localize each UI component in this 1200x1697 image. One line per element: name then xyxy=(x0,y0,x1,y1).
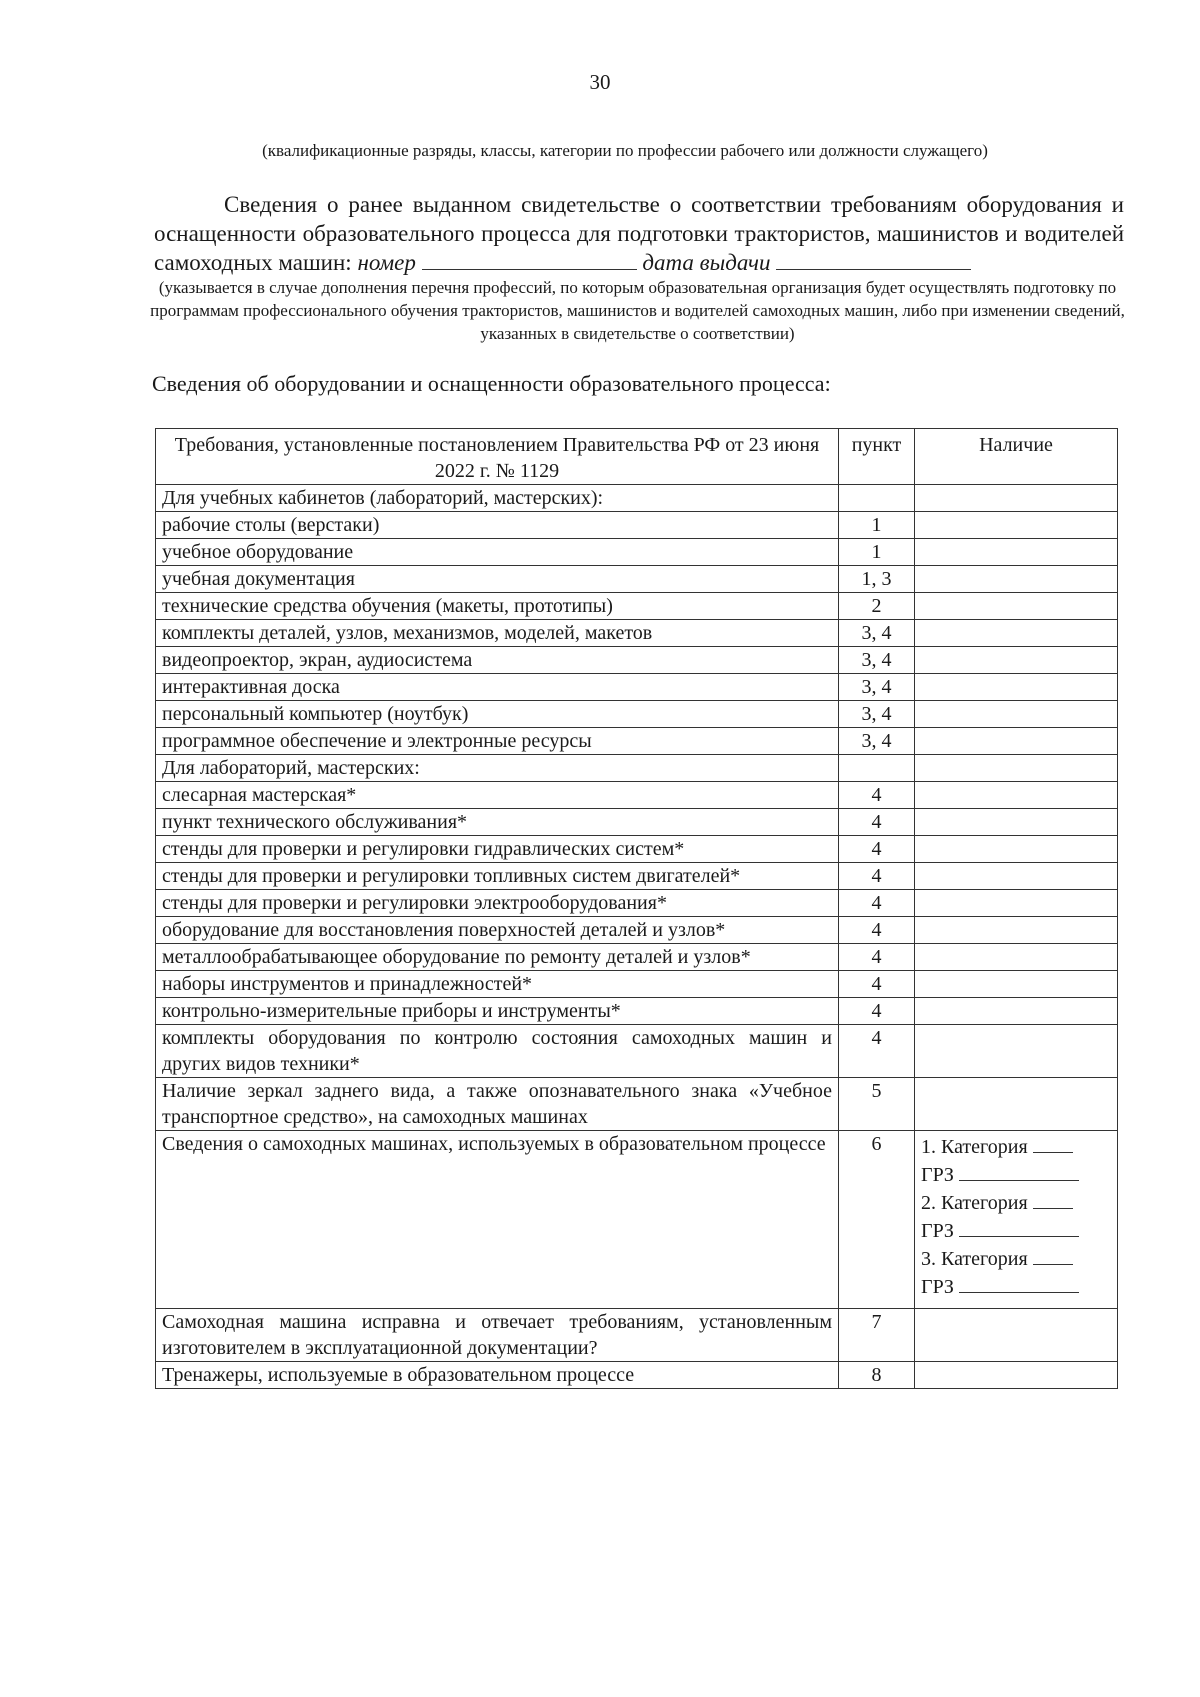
item-cell: 4 xyxy=(839,782,915,809)
table-row xyxy=(156,512,1118,539)
requirement-cell: пункт технического обслуживания* xyxy=(156,809,839,836)
requirement-cell: комплекты оборудования по контролю состояния самоходных машин и других видов техники* xyxy=(156,1025,839,1078)
availability-cell[interactable] xyxy=(915,944,1118,971)
table-row xyxy=(156,890,1118,917)
requirement-cell: Сведения о самоходных машинах, используемых в образовательном процессе xyxy=(156,1131,839,1309)
availability-cell[interactable] xyxy=(915,701,1118,728)
vehicle-category-1[interactable]: 1. Категория xyxy=(921,1133,1111,1161)
requirement-cell: Тренажеры, используемые в образовательном процессе xyxy=(156,1362,839,1389)
availability-cell[interactable] xyxy=(915,917,1118,944)
requirement-cell: программное обеспечение и электронные ресурсы xyxy=(156,728,839,755)
availability-cell[interactable] xyxy=(915,728,1118,755)
availability-cell[interactable] xyxy=(915,863,1118,890)
availability-cell[interactable] xyxy=(915,512,1118,539)
item-cell: 1 xyxy=(839,512,915,539)
table-row xyxy=(156,701,1118,728)
item-cell: 4 xyxy=(839,890,915,917)
requirement-cell: стенды для проверки и регулировки электрооборудования* xyxy=(156,890,839,917)
requirement-cell: оборудование для восстановления поверхностей деталей и узлов* xyxy=(156,917,839,944)
vehicle-info-cell[interactable] xyxy=(915,1131,1118,1309)
header-item: пункт xyxy=(839,429,915,485)
previous-certificate-note: (указывается в случае дополнения перечня профессий, по которым образовательная организация будет осуществлять подготовку по программам профессионального обучения трактористов, машинистов и водителей самоходных машин, либо при изменении сведений, указанных в свидетельстве о соответствии) xyxy=(150,278,1125,343)
requirement-cell: учебное оборудование xyxy=(156,539,839,566)
availability-cell[interactable] xyxy=(915,620,1118,647)
table-row xyxy=(156,1078,1118,1131)
item-cell: 4 xyxy=(839,917,915,944)
table-row xyxy=(156,485,1118,512)
table-row xyxy=(156,593,1118,620)
item-cell: 7 xyxy=(839,1309,915,1362)
availability-cell[interactable] xyxy=(915,782,1118,809)
requirement-cell: комплекты деталей, узлов, механизмов, моделей, макетов xyxy=(156,620,839,647)
table-row xyxy=(156,1362,1118,1389)
number-blank[interactable] xyxy=(422,249,637,270)
vehicle-category-3[interactable]: 3. Категория xyxy=(921,1245,1111,1273)
table-row xyxy=(156,836,1118,863)
header-requirement: Требования, установленные постановлением Правительства РФ от 23 июня 2022 г. № 1129 xyxy=(156,429,839,485)
table-row xyxy=(156,944,1118,971)
previous-certificate-paragraph xyxy=(154,190,1124,277)
page-number: 30 xyxy=(589,70,611,94)
availability-cell[interactable] xyxy=(915,890,1118,917)
requirement-cell: видеопроектор, экран, аудиосистема xyxy=(156,647,839,674)
item-cell: 4 xyxy=(839,836,915,863)
previous-certificate-text: Сведения о ранее выданном свидетельстве о соответствии требованиям оборудования и оснащенности образовательного процесса для подготовки трактористов, машинистов и водителей самоходных машин: xyxy=(154,192,1124,275)
requirement-cell: Наличие зеркал заднего вида, а также опознавательного знака «Учебное транспортное средство», на самоходных машинах xyxy=(156,1078,839,1131)
availability-cell[interactable] xyxy=(915,566,1118,593)
table-row xyxy=(156,1309,1118,1362)
table-row-vehicles xyxy=(156,1131,1118,1309)
item-cell: 3, 4 xyxy=(839,620,915,647)
vehicle-category-2[interactable]: 2. Категория xyxy=(921,1189,1111,1217)
table-row xyxy=(156,566,1118,593)
requirement-cell: стенды для проверки и регулировки топливных систем двигателей* xyxy=(156,863,839,890)
item-cell: 1, 3 xyxy=(839,566,915,593)
table-row xyxy=(156,647,1118,674)
requirement-cell: Для лабораторий, мастерских: xyxy=(156,755,839,782)
requirement-cell: контрольно-измерительные приборы и инструменты* xyxy=(156,998,839,1025)
item-cell: 4 xyxy=(839,809,915,836)
availability-cell[interactable] xyxy=(915,1309,1118,1362)
availability-cell[interactable] xyxy=(915,836,1118,863)
requirements-table xyxy=(155,428,1118,1389)
requirement-cell: Для учебных кабинетов (лабораторий, мастерских): xyxy=(156,485,839,512)
item-cell: 3, 4 xyxy=(839,701,915,728)
table-row xyxy=(156,809,1118,836)
item-cell: 3, 4 xyxy=(839,728,915,755)
table-row xyxy=(156,917,1118,944)
table-row xyxy=(156,755,1118,782)
requirement-cell: персональный компьютер (ноутбук) xyxy=(156,701,839,728)
requirement-cell: стенды для проверки и регулировки гидравлических систем* xyxy=(156,836,839,863)
vehicle-grz-2[interactable]: ГРЗ xyxy=(921,1217,1111,1245)
number-label: номер xyxy=(357,250,416,275)
table-row xyxy=(156,620,1118,647)
table-row xyxy=(156,539,1118,566)
requirement-cell: наборы инструментов и принадлежностей* xyxy=(156,971,839,998)
table-row xyxy=(156,971,1118,998)
item-cell: 4 xyxy=(839,1025,915,1078)
availability-cell[interactable] xyxy=(915,539,1118,566)
item-cell: 6 xyxy=(839,1131,915,1309)
header-availability: Наличие xyxy=(915,429,1118,485)
item-cell: 2 xyxy=(839,593,915,620)
qualification-caption: (квалификационные разряды, классы, категории по профессии рабочего или должности служащего) xyxy=(262,141,988,160)
availability-cell[interactable] xyxy=(915,971,1118,998)
table-row xyxy=(156,674,1118,701)
item-cell xyxy=(839,485,915,512)
item-cell: 1 xyxy=(839,539,915,566)
availability-cell[interactable] xyxy=(915,647,1118,674)
date-label: дата выдачи xyxy=(642,250,771,275)
table-header-row xyxy=(156,429,1118,485)
item-cell: 4 xyxy=(839,944,915,971)
requirement-cell: металлообрабатывающее оборудование по ремонту деталей и узлов* xyxy=(156,944,839,971)
item-cell: 3, 4 xyxy=(839,674,915,701)
date-blank[interactable] xyxy=(776,249,971,270)
availability-cell[interactable] xyxy=(915,1025,1118,1078)
table-row xyxy=(156,782,1118,809)
item-cell: 8 xyxy=(839,1362,915,1389)
availability-cell[interactable] xyxy=(915,674,1118,701)
item-cell: 5 xyxy=(839,1078,915,1131)
availability-cell[interactable] xyxy=(915,998,1118,1025)
requirement-cell: Самоходная машина исправна и отвечает требованиям, установленным изготовителем в эксплуатационной документации? xyxy=(156,1309,839,1362)
requirement-cell: технические средства обучения (макеты, прототипы) xyxy=(156,593,839,620)
item-cell: 4 xyxy=(839,863,915,890)
item-cell: 4 xyxy=(839,971,915,998)
availability-cell[interactable] xyxy=(915,1362,1118,1389)
availability-cell[interactable] xyxy=(915,593,1118,620)
table-row xyxy=(156,1025,1118,1078)
item-cell: 4 xyxy=(839,998,915,1025)
availability-cell[interactable] xyxy=(915,1078,1118,1131)
availability-cell[interactable] xyxy=(915,809,1118,836)
requirement-cell: слесарная мастерская* xyxy=(156,782,839,809)
vehicle-grz-1[interactable]: ГРЗ xyxy=(921,1161,1111,1189)
requirement-cell: интерактивная доска xyxy=(156,674,839,701)
table-row xyxy=(156,998,1118,1025)
item-cell: 3, 4 xyxy=(839,647,915,674)
availability-cell[interactable] xyxy=(915,755,1118,782)
equipment-heading: Сведения об оборудовании и оснащенности образовательного процесса: xyxy=(152,371,831,396)
table-row xyxy=(156,728,1118,755)
vehicle-grz-3[interactable]: ГРЗ xyxy=(921,1273,1111,1301)
availability-cell[interactable] xyxy=(915,485,1118,512)
item-cell xyxy=(839,755,915,782)
requirement-cell: учебная документация xyxy=(156,566,839,593)
table-row xyxy=(156,863,1118,890)
requirement-cell: рабочие столы (верстаки) xyxy=(156,512,839,539)
